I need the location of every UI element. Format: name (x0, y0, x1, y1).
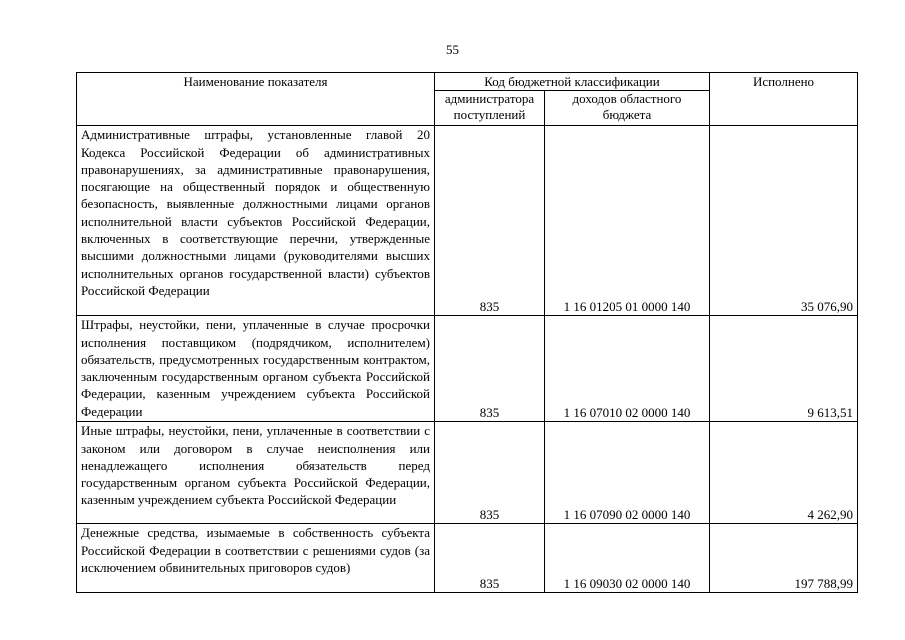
header-executed: Исполнено (710, 73, 858, 126)
row-income-code: 1 16 09030 02 0000 140 (545, 524, 710, 593)
page-number: 55 (446, 42, 459, 57)
row-name: Административные штрафы, установленные главой 20 Кодекса Российской Федерации об административных правонарушениях, за административные правонарушения, посягающие на общественный порядок и общественную безопасность, выявленные должностными лицами органов исполнительной власти субъектов Российской Федерации, включенных в соответствующие перечни, утвержденные высшими должностными лицами (руководителями высших исполнительных органов государственной власти) субъектов Российской Федерации (77, 126, 435, 316)
header-row (77, 73, 858, 91)
row-amount: 9 613,51 (710, 316, 858, 422)
row-name: Штрафы, неустойки, пени, уплаченные в случае просрочки исполнения поставщиком (подрядчиком, исполнителем) обязательств, предусмотренных государственным контрактом, заключенным государственным органом субъекта Российской Федерации, казенным учреждением субъекта Российской Федерации (77, 316, 435, 422)
header-name: Наименование показателя (77, 73, 435, 126)
header-admin: администратора поступлений (435, 91, 545, 126)
table-row (77, 422, 858, 524)
table-row (77, 524, 858, 593)
row-admin-code: 835 (435, 316, 545, 422)
table-row (77, 316, 858, 422)
row-amount: 35 076,90 (710, 126, 858, 316)
budget-table (76, 72, 858, 593)
row-income-code: 1 16 07010 02 0000 140 (545, 316, 710, 422)
row-amount: 197 788,99 (710, 524, 858, 593)
row-income-code: 1 16 07090 02 0000 140 (545, 422, 710, 524)
header-income: доходов областного бюджета (545, 91, 710, 126)
row-name: Денежные средства, изымаемые в собственность субъекта Российской Федерации в соответствии с решениями судов (за исключением обвинительных приговоров судов) (77, 524, 435, 593)
table-row (77, 126, 858, 316)
row-admin-code: 835 (435, 126, 545, 316)
row-amount: 4 262,90 (710, 422, 858, 524)
row-name: Иные штрафы, неустойки, пени, уплаченные в соответствии с законом или договором в случае неисполнения или ненадлежащего исполнения обязательств перед государственным органом субъекта Российской Федерации, казенным учреждением субъекта Российской Федерации (77, 422, 435, 524)
row-admin-code: 835 (435, 524, 545, 593)
row-admin-code: 835 (435, 422, 545, 524)
header-code-group: Код бюджетной классификации (435, 73, 710, 91)
row-income-code: 1 16 01205 01 0000 140 (545, 126, 710, 316)
